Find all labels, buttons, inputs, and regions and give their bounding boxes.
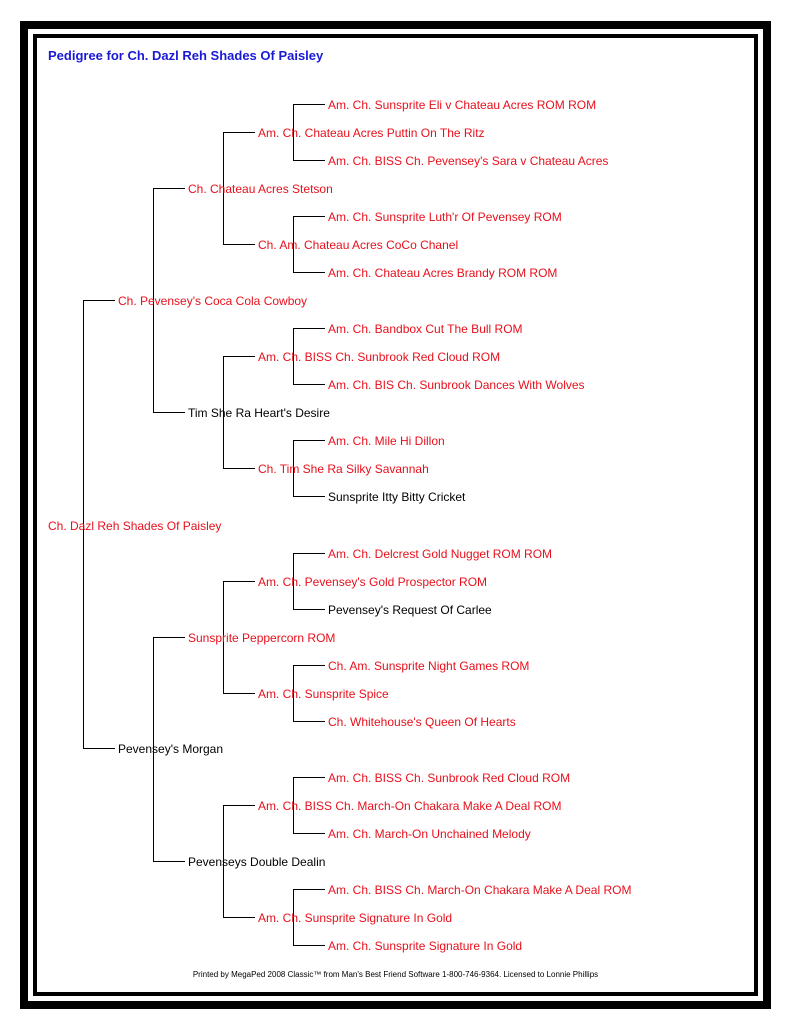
pedigree-sire-dam-dam-sire: Am. Ch. Mile Hi Dillon [328,434,445,448]
connector [293,665,325,666]
pedigree-dam-sire: Sunsprite Peppercorn ROM [188,631,336,645]
connector [293,440,325,441]
connector [223,917,255,918]
connector [293,889,325,890]
pedigree-dam-dam-sire: Am. Ch. BISS Ch. March-On Chakara Make A Deal ROM [258,799,562,813]
pedigree-dam: Pevensey's Morgan [118,742,224,756]
connector [293,721,325,722]
pedigree-sire-sire-sire-sire: Am. Ch. Sunsprite Eli v Chateau Acres ROM ROM [328,98,597,112]
pedigree-dam-dam: Pevenseys Double Dealin [188,855,326,869]
connector [293,945,325,946]
pedigree-sire-sire-sire: Am. Ch. Chateau Acres Puttin On The Ritz [258,126,485,140]
pedigree-sire-sire-sire-dam: Am. Ch. BISS Ch. Pevensey's Sara v Chateau Acres [328,154,609,168]
pedigree-subject: Ch. Dazl Reh Shades Of Paisley [48,519,222,533]
pedigree-sire-sire-dam-sire: Am. Ch. Sunsprite Luth'r Of Pevensey ROM [328,210,562,224]
pedigree-dam-sire-sire-sire: Am. Ch. Delcrest Gold Nugget ROM ROM [328,547,553,561]
connector [153,412,185,413]
pedigree-sire-dam-dam: Ch. Tim She Ra Silky Savannah [258,462,429,476]
pedigree-sire-sire-dam-dam: Am. Ch. Chateau Acres Brandy ROM ROM [328,266,558,280]
pedigree-sire-dam-sire-dam: Am. Ch. BIS Ch. Sunbrook Dances With Wolves [328,378,585,392]
inner-border [33,34,758,996]
connector [223,581,255,582]
pedigree-sire-dam-dam-dam: Sunsprite Itty Bitty Cricket [328,490,466,504]
connector [223,356,255,357]
pedigree-dam-dam-dam: Am. Ch. Sunsprite Signature In Gold [258,911,453,925]
pedigree-dam-sire-dam-sire: Ch. Am. Sunsprite Night Games ROM [328,659,530,673]
connector [153,637,185,638]
connector [223,693,255,694]
connector [293,833,325,834]
pedigree-dam-dam-dam-dam: Am. Ch. Sunsprite Signature In Gold [328,939,523,953]
pedigree-sire: Ch. Pevensey's Coca Cola Cowboy [118,294,308,308]
connector [223,244,255,245]
page-title: Pedigree for Ch. Dazl Reh Shades Of Paisley [48,48,324,63]
connector [293,384,325,385]
connector [223,805,255,806]
pedigree-dam-dam-sire-dam: Am. Ch. March-On Unchained Melody [328,827,531,841]
pedigree-dam-sire-sire: Am. Ch. Pevensey's Gold Prospector ROM [258,575,488,589]
pedigree-dam-dam-dam-sire: Am. Ch. BISS Ch. March-On Chakara Make A Deal ROM [328,883,632,897]
connector [293,609,325,610]
connector [293,328,325,329]
connector [293,104,325,105]
pedigree-dam-sire-dam: Am. Ch. Sunsprite Spice [258,687,389,701]
pedigree-dam-sire-dam-dam: Ch. Whitehouse's Queen Of Hearts [328,715,516,729]
connector [83,748,115,749]
pedigree-sire-dam-sire: Am. Ch. BISS Ch. Sunbrook Red Cloud ROM [258,350,501,364]
connector [293,160,325,161]
footer-credit: Printed by MegaPed 2008 Classic™ from Man's Best Friend Software 1-800-746-9364. Licensed to Lonnie Phillips [192,970,599,979]
connector [153,188,185,189]
connector [223,132,255,133]
pedigree-sire-sire-dam: Ch. Am. Chateau Acres CoCo Chanel [258,238,459,252]
connector [293,272,325,273]
connector [293,777,325,778]
pedigree-dam-sire-sire-dam: Pevensey's Request Of Carlee [328,603,492,617]
connector [223,468,255,469]
connector [293,496,325,497]
pedigree-sire-sire: Ch. Chateau Acres Stetson [188,182,333,196]
pedigree-sire-dam-sire-sire: Am. Ch. Bandbox Cut The Bull ROM [328,322,523,336]
connector [153,861,185,862]
connector [293,216,325,217]
connector [293,553,325,554]
connector [83,300,115,301]
pedigree-sire-dam: Tim She Ra Heart's Desire [188,406,330,420]
pedigree-dam-dam-sire-sire: Am. Ch. BISS Ch. Sunbrook Red Cloud ROM [328,771,571,785]
